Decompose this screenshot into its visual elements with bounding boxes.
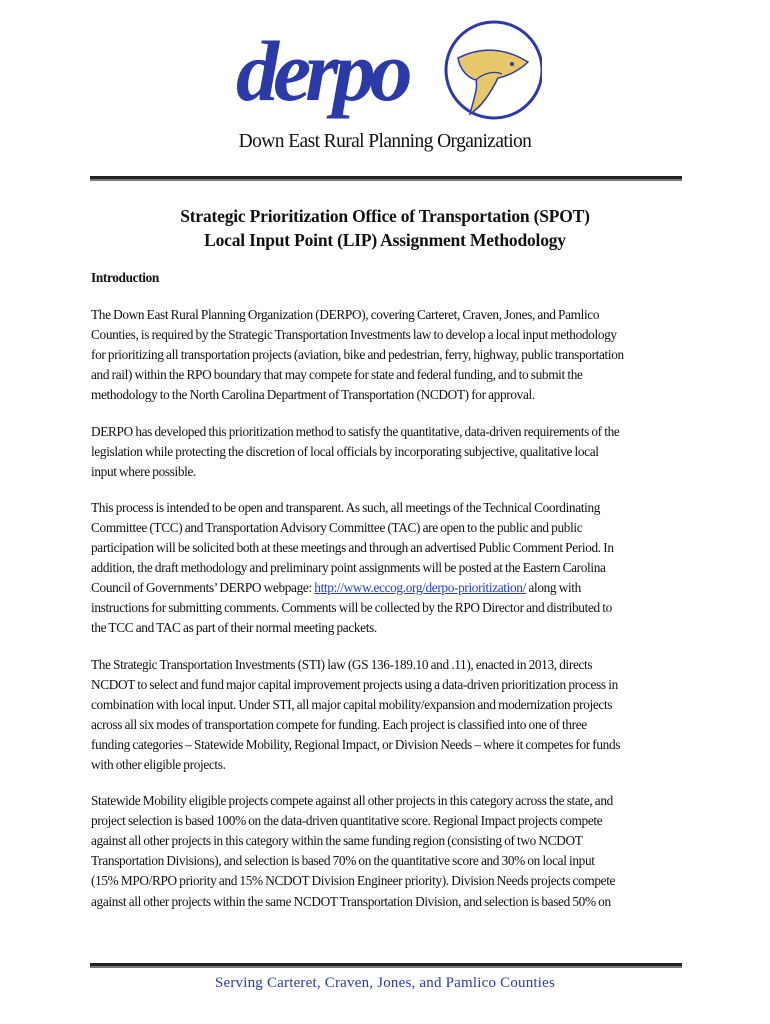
text-line: Counties, is required by the Strategic Transportation Investments law to develop a local input methodology <box>91 327 617 343</box>
paragraph-4 <box>91 655 681 776</box>
text-line: instructions for submitting comments. Comments will be collected by the RPO Director and distributed to <box>91 600 612 616</box>
paragraph-3 <box>91 498 681 639</box>
text-line: against all other projects within the same NCDOT Transportation Division, and selection is based 50% on <box>91 893 611 909</box>
footer-tagline: Serving Carteret, Craven, Jones, and Pamlico Counties <box>214 975 556 991</box>
text-line: This process is intended to be open and transparent. As such, all meetings of the Technical Coordinating <box>91 499 601 515</box>
text-line: (15% MPO/RPO priority and 15% NCDOT Division Engineer priority). Division Needs projects compete <box>91 873 616 889</box>
footer-divider <box>90 963 682 968</box>
text-line-with-link <box>91 578 681 598</box>
text-line: against all other projects in this category within the same funding region (consisting of two NCDOT <box>91 833 583 849</box>
title-line-2: Local Input Point (LIP) Assignment Methodology <box>204 230 566 250</box>
header-divider <box>90 176 682 181</box>
text-line: funding categories – Statewide Mobility, Regional Impact, or Division Needs – where it competes for funds <box>91 736 621 752</box>
text-line: participation will be solicited both at these meetings and through an advertised Public Comment Period. In <box>91 540 614 556</box>
derpo-logo-graphic <box>232 18 542 128</box>
derpo-prioritization-link[interactable]: http://www.eccog.org/derpo-prioritization/ <box>314 580 526 596</box>
text-line: and rail) within the RPO boundary that may compete for state and federal funding, and to submit the <box>91 367 583 383</box>
text-line: DERPO has developed this prioritization method to satisfy the quantitative, data-driven requirements of the <box>91 423 620 439</box>
organization-name: Down East Rural Planning Organization <box>238 131 532 152</box>
text-line: combination with local input. Under STI, all major capital mobility/expansion and modernization projects <box>91 696 613 712</box>
logo-wordmark: derpo <box>236 23 407 119</box>
text-line: legislation while protecting the discretion of local officials by incorporating subjective, qualitative local <box>91 443 599 459</box>
text-line: Transportation Divisions), and selection is based 70% on the quantitative score and 30% on local input <box>91 853 595 869</box>
text-line: addition, the draft methodology and preliminary point assignments will be posted at the Eastern Carolina <box>91 560 606 576</box>
text-line: input where possible. <box>91 463 197 479</box>
section-heading: Introduction <box>91 270 159 285</box>
text-line: across all six modes of transportation compete for funding. Each project is classified into one of three <box>91 716 587 732</box>
paragraph-2 <box>91 422 681 482</box>
link-trail-text: along with <box>525 580 581 596</box>
text-line: The Down East Rural Planning Organization (DERPO), covering Carteret, Craven, Jones, and Pamlico <box>91 307 600 323</box>
title-line-1: Strategic Prioritization Office of Transportation (SPOT) <box>180 206 590 226</box>
text-line: NCDOT to select and fund major capital improvement projects using a data-driven prioritization process in <box>91 676 618 692</box>
paragraph-1 <box>91 305 681 405</box>
text-line: Committee (TCC) and Transportation Advisory Committee (TAC) are open to the public and public <box>91 519 583 535</box>
document-title <box>0 204 770 252</box>
text-line: with other eligible projects. <box>91 756 226 772</box>
text-line: project selection is based 100% on the data-driven quantitative score. Regional Impact projects compete <box>91 813 603 829</box>
text-line: Statewide Mobility eligible projects compete against all other projects in this category across the state, and <box>91 793 613 809</box>
text-line: the TCC and TAC as part of their normal meeting packets. <box>91 620 377 636</box>
paragraph-5 <box>91 791 681 912</box>
document-body <box>91 268 681 928</box>
link-lead-text: Council of Governments’ DERPO webpage: <box>91 580 315 596</box>
text-line: The Strategic Transportation Investments (STI) law (GS 136-189.10 and .11), enacted in 2013, directs <box>91 656 593 672</box>
text-line: for prioritizing all transportation projects (aviation, bike and pedestrian, ferry, highway, public transportation <box>91 347 624 363</box>
derpo-logo <box>232 18 542 128</box>
text-line: methodology to the North Carolina Department of Transportation (NCDOT) for approval. <box>91 387 535 403</box>
